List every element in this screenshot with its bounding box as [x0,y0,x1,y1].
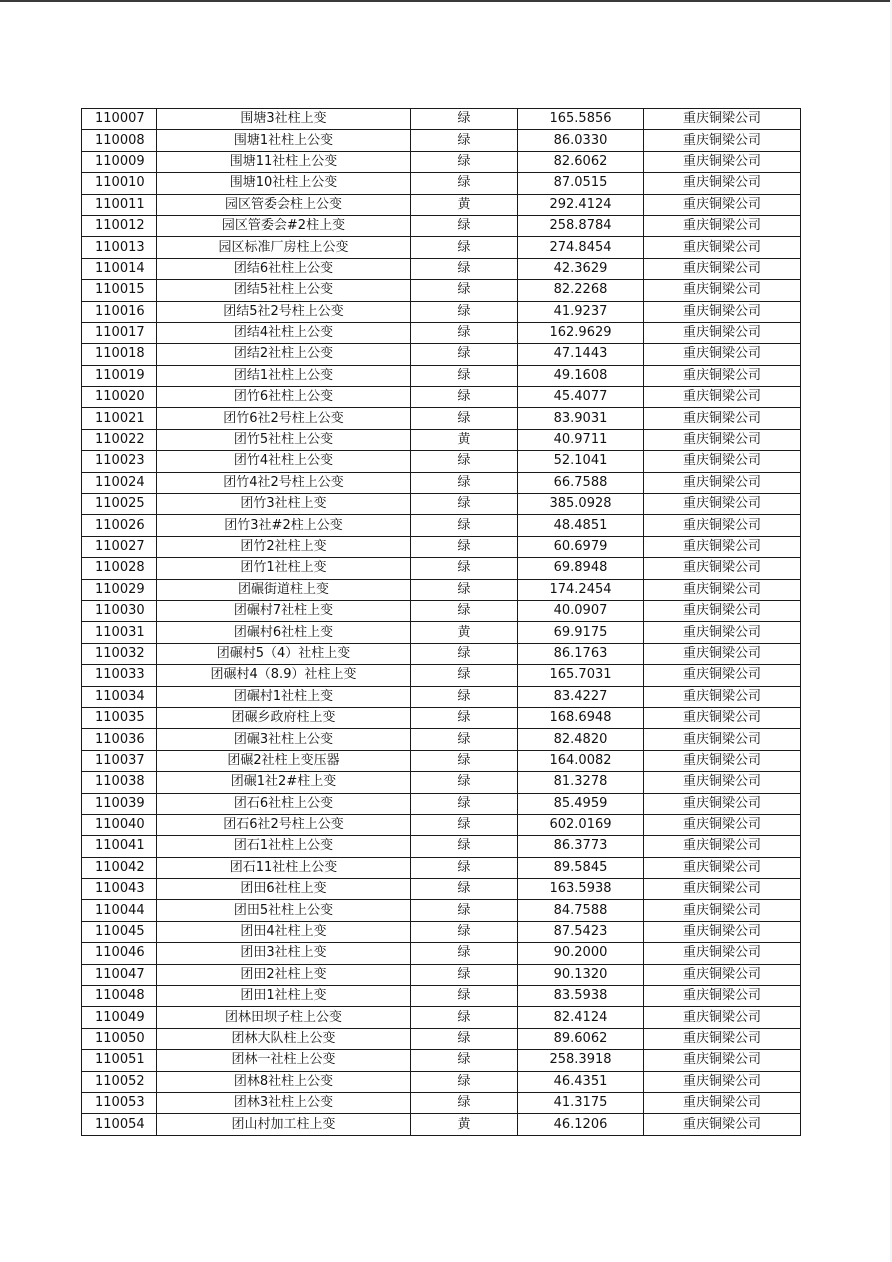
cell-name: 团石11社柱上公变 [157,857,411,878]
cell-status: 绿 [411,515,518,536]
cell-id: 110032 [82,643,157,664]
cell-company: 重庆铜梁公司 [644,215,801,236]
cell-id: 110018 [82,344,157,365]
cell-value: 45.4077 [518,387,644,408]
cell-id: 110045 [82,921,157,942]
cell-id: 110030 [82,600,157,621]
cell-value: 41.3175 [518,1092,644,1113]
cell-value: 90.2000 [518,943,644,964]
cell-value: 82.2268 [518,280,644,301]
cell-status: 绿 [411,900,518,921]
cell-status: 绿 [411,921,518,942]
cell-name: 团竹2社柱上变 [157,536,411,557]
cell-value: 164.0082 [518,750,644,771]
cell-name: 团碾村6社柱上变 [157,622,411,643]
cell-company: 重庆铜梁公司 [644,365,801,386]
cell-id: 110013 [82,237,157,258]
table-row [82,1050,801,1071]
table-row [82,130,801,151]
cell-status: 黄 [411,194,518,215]
cell-id: 110039 [82,793,157,814]
table-row [82,943,801,964]
table-row [82,729,801,750]
table-row [82,365,801,386]
cell-company: 重庆铜梁公司 [644,921,801,942]
cell-name: 团结6社柱上公变 [157,258,411,279]
cell-name: 团石1社柱上公变 [157,836,411,857]
cell-name: 园区管委会#2柱上变 [157,215,411,236]
cell-name: 团碾村7社柱上变 [157,600,411,621]
cell-company: 重庆铜梁公司 [644,472,801,493]
cell-status: 绿 [411,943,518,964]
cell-status: 绿 [411,600,518,621]
cell-id: 110040 [82,814,157,835]
cell-id: 110021 [82,408,157,429]
table-row [82,515,801,536]
cell-status: 绿 [411,793,518,814]
cell-name: 团碾村1社柱上变 [157,686,411,707]
cell-value: 168.6948 [518,707,644,728]
cell-id: 110007 [82,109,157,130]
table-row [82,1071,801,1092]
cell-value: 40.9711 [518,429,644,450]
cell-company: 重庆铜梁公司 [644,429,801,450]
cell-value: 292.4124 [518,194,644,215]
cell-company: 重庆铜梁公司 [644,814,801,835]
cell-value: 46.1206 [518,1114,644,1135]
cell-value: 69.9175 [518,622,644,643]
cell-company: 重庆铜梁公司 [644,793,801,814]
table-row [82,921,801,942]
cell-name: 团竹1社柱上变 [157,558,411,579]
cell-id: 110025 [82,494,157,515]
cell-value: 66.7588 [518,472,644,493]
table-row [82,964,801,985]
cell-status: 黄 [411,1114,518,1135]
cell-value: 48.4851 [518,515,644,536]
cell-status: 绿 [411,408,518,429]
cell-status: 绿 [411,258,518,279]
cell-value: 83.5938 [518,986,644,1007]
cell-id: 110037 [82,750,157,771]
cell-name: 团竹4社2号柱上公变 [157,472,411,493]
cell-value: 162.9629 [518,322,644,343]
cell-status: 绿 [411,879,518,900]
cell-name: 团碾2社柱上变压器 [157,750,411,771]
cell-value: 42.3629 [518,258,644,279]
cell-id: 110041 [82,836,157,857]
cell-id: 110046 [82,943,157,964]
cell-name: 团结5社柱上公变 [157,280,411,301]
table-row [82,536,801,557]
cell-status: 绿 [411,237,518,258]
cell-id: 110012 [82,215,157,236]
cell-status: 绿 [411,643,518,664]
cell-company: 重庆铜梁公司 [644,451,801,472]
table-row [82,772,801,793]
cell-company: 重庆铜梁公司 [644,1028,801,1049]
cell-id: 110020 [82,387,157,408]
cell-value: 85.4959 [518,793,644,814]
cell-id: 110008 [82,130,157,151]
cell-id: 110027 [82,536,157,557]
cell-value: 81.3278 [518,772,644,793]
cell-status: 绿 [411,1028,518,1049]
cell-company: 重庆铜梁公司 [644,322,801,343]
cell-status: 黄 [411,622,518,643]
cell-name: 团田5社柱上公变 [157,900,411,921]
cell-id: 110019 [82,365,157,386]
table-row [82,857,801,878]
cell-name: 团竹6社2号柱上公变 [157,408,411,429]
table-row [82,258,801,279]
cell-name: 团碾村5（4）社柱上变 [157,643,411,664]
table-row [82,1028,801,1049]
cell-name: 团竹4社柱上公变 [157,451,411,472]
cell-company: 重庆铜梁公司 [644,600,801,621]
cell-company: 重庆铜梁公司 [644,943,801,964]
cell-company: 重庆铜梁公司 [644,130,801,151]
cell-name: 团田2社柱上变 [157,964,411,985]
table-row [82,322,801,343]
cell-company: 重庆铜梁公司 [644,536,801,557]
cell-name: 园区标准厂房柱上公变 [157,237,411,258]
cell-status: 绿 [411,365,518,386]
cell-id: 110011 [82,194,157,215]
table-row [82,344,801,365]
table-row [82,707,801,728]
cell-company: 重庆铜梁公司 [644,237,801,258]
transformer-table [81,108,801,1136]
cell-status: 绿 [411,109,518,130]
cell-value: 163.5938 [518,879,644,900]
cell-status: 绿 [411,301,518,322]
cell-company: 重庆铜梁公司 [644,836,801,857]
cell-status: 绿 [411,986,518,1007]
table-row [82,665,801,686]
cell-company: 重庆铜梁公司 [644,622,801,643]
cell-status: 绿 [411,215,518,236]
cell-name: 围塘10社柱上公变 [157,173,411,194]
cell-name: 团碾乡政府柱上变 [157,707,411,728]
cell-company: 重庆铜梁公司 [644,344,801,365]
cell-id: 110035 [82,707,157,728]
cell-company: 重庆铜梁公司 [644,686,801,707]
cell-name: 团林一社柱上公变 [157,1050,411,1071]
cell-company: 重庆铜梁公司 [644,515,801,536]
cell-status: 绿 [411,579,518,600]
cell-id: 110048 [82,986,157,1007]
cell-company: 重庆铜梁公司 [644,857,801,878]
page-top-border [0,0,892,2]
table-row [82,750,801,771]
cell-id: 110017 [82,322,157,343]
cell-id: 110024 [82,472,157,493]
table-row [82,109,801,130]
cell-status: 绿 [411,472,518,493]
cell-status: 绿 [411,451,518,472]
cell-status: 绿 [411,750,518,771]
cell-status: 绿 [411,686,518,707]
cell-value: 602.0169 [518,814,644,835]
cell-value: 87.5423 [518,921,644,942]
table-row [82,494,801,515]
cell-value: 258.8784 [518,215,644,236]
cell-value: 40.0907 [518,600,644,621]
cell-id: 110028 [82,558,157,579]
table-row [82,151,801,172]
table-row [82,879,801,900]
cell-id: 110026 [82,515,157,536]
table-row [82,900,801,921]
table-row [82,387,801,408]
cell-company: 重庆铜梁公司 [644,173,801,194]
cell-id: 110010 [82,173,157,194]
cell-name: 团石6社柱上公变 [157,793,411,814]
table-row [82,600,801,621]
cell-status: 绿 [411,558,518,579]
cell-company: 重庆铜梁公司 [644,558,801,579]
cell-name: 围塘3社柱上变 [157,109,411,130]
cell-status: 绿 [411,173,518,194]
cell-company: 重庆铜梁公司 [644,879,801,900]
cell-value: 83.9031 [518,408,644,429]
cell-company: 重庆铜梁公司 [644,900,801,921]
cell-name: 团竹3社柱上变 [157,494,411,515]
cell-value: 90.1320 [518,964,644,985]
cell-id: 110047 [82,964,157,985]
table-row [82,173,801,194]
cell-company: 重庆铜梁公司 [644,1092,801,1113]
table-row [82,451,801,472]
cell-company: 重庆铜梁公司 [644,387,801,408]
cell-status: 绿 [411,665,518,686]
cell-name: 团竹5社柱上公变 [157,429,411,450]
cell-company: 重庆铜梁公司 [644,707,801,728]
table-row [82,280,801,301]
cell-status: 绿 [411,494,518,515]
cell-id: 110051 [82,1050,157,1071]
cell-value: 41.9237 [518,301,644,322]
table-row [82,1007,801,1028]
cell-name: 团结4社柱上公变 [157,322,411,343]
cell-status: 绿 [411,857,518,878]
cell-value: 274.8454 [518,237,644,258]
table-row [82,1092,801,1113]
cell-status: 绿 [411,151,518,172]
cell-id: 110033 [82,665,157,686]
cell-name: 团田3社柱上变 [157,943,411,964]
cell-company: 重庆铜梁公司 [644,408,801,429]
cell-company: 重庆铜梁公司 [644,1007,801,1028]
cell-company: 重庆铜梁公司 [644,579,801,600]
cell-status: 绿 [411,387,518,408]
cell-value: 52.1041 [518,451,644,472]
table-row [82,301,801,322]
table-row [82,686,801,707]
table-row [82,986,801,1007]
cell-id: 110038 [82,772,157,793]
table-row [82,429,801,450]
cell-status: 绿 [411,1092,518,1113]
cell-company: 重庆铜梁公司 [644,151,801,172]
cell-name: 团山村加工柱上变 [157,1114,411,1135]
cell-id: 110022 [82,429,157,450]
table-row [82,558,801,579]
cell-status: 绿 [411,772,518,793]
cell-company: 重庆铜梁公司 [644,772,801,793]
cell-id: 110029 [82,579,157,600]
cell-id: 110031 [82,622,157,643]
cell-company: 重庆铜梁公司 [644,301,801,322]
cell-name: 团碾村4（8.9）社柱上变 [157,665,411,686]
cell-name: 团林8社柱上公变 [157,1071,411,1092]
cell-id: 110054 [82,1114,157,1135]
cell-id: 110034 [82,686,157,707]
cell-value: 84.7588 [518,900,644,921]
table-row [82,814,801,835]
cell-name: 团林大队柱上公变 [157,1028,411,1049]
cell-name: 团碾街道柱上变 [157,579,411,600]
cell-name: 团竹3社#2柱上公变 [157,515,411,536]
cell-value: 46.4351 [518,1071,644,1092]
cell-name: 围塘1社柱上公变 [157,130,411,151]
cell-value: 258.3918 [518,1050,644,1071]
table-row [82,836,801,857]
cell-company: 重庆铜梁公司 [644,1050,801,1071]
cell-value: 165.5856 [518,109,644,130]
cell-company: 重庆铜梁公司 [644,1071,801,1092]
cell-status: 绿 [411,1071,518,1092]
cell-name: 团碾3社柱上公变 [157,729,411,750]
cell-id: 110042 [82,857,157,878]
cell-company: 重庆铜梁公司 [644,258,801,279]
cell-value: 49.1608 [518,365,644,386]
cell-status: 绿 [411,814,518,835]
cell-company: 重庆铜梁公司 [644,109,801,130]
cell-company: 重庆铜梁公司 [644,194,801,215]
cell-status: 绿 [411,964,518,985]
cell-status: 黄 [411,429,518,450]
cell-name: 团竹6社柱上公变 [157,387,411,408]
cell-id: 110014 [82,258,157,279]
cell-company: 重庆铜梁公司 [644,964,801,985]
cell-id: 110050 [82,1028,157,1049]
cell-id: 110049 [82,1007,157,1028]
cell-value: 385.0928 [518,494,644,515]
table-row [82,215,801,236]
cell-name: 团结1社柱上公变 [157,365,411,386]
cell-status: 绿 [411,707,518,728]
cell-company: 重庆铜梁公司 [644,1114,801,1135]
cell-id: 110015 [82,280,157,301]
cell-status: 绿 [411,322,518,343]
cell-value: 60.6979 [518,536,644,557]
table-row [82,643,801,664]
cell-id: 110036 [82,729,157,750]
table-row [82,793,801,814]
cell-name: 团石6社2号柱上公变 [157,814,411,835]
cell-status: 绿 [411,280,518,301]
cell-status: 绿 [411,344,518,365]
cell-name: 团林田坝子柱上公变 [157,1007,411,1028]
cell-name: 团结2社柱上公变 [157,344,411,365]
cell-value: 82.6062 [518,151,644,172]
table-row [82,579,801,600]
cell-value: 87.0515 [518,173,644,194]
cell-company: 重庆铜梁公司 [644,665,801,686]
cell-company: 重庆铜梁公司 [644,729,801,750]
table-row [82,472,801,493]
cell-id: 110053 [82,1092,157,1113]
table-row [82,622,801,643]
cell-name: 园区管委会柱上公变 [157,194,411,215]
table-row [82,408,801,429]
cell-company: 重庆铜梁公司 [644,494,801,515]
cell-status: 绿 [411,130,518,151]
cell-name: 团碾1社2#柱上变 [157,772,411,793]
cell-company: 重庆铜梁公司 [644,750,801,771]
cell-id: 110023 [82,451,157,472]
cell-status: 绿 [411,536,518,557]
table-row [82,237,801,258]
table-body [82,109,801,1136]
cell-value: 86.0330 [518,130,644,151]
cell-name: 团田6社柱上变 [157,879,411,900]
cell-value: 83.4227 [518,686,644,707]
cell-id: 110052 [82,1071,157,1092]
cell-id: 110044 [82,900,157,921]
cell-company: 重庆铜梁公司 [644,986,801,1007]
cell-status: 绿 [411,729,518,750]
cell-value: 86.3773 [518,836,644,857]
cell-name: 团田1社柱上变 [157,986,411,1007]
cell-id: 110043 [82,879,157,900]
cell-value: 69.8948 [518,558,644,579]
cell-status: 绿 [411,1050,518,1071]
cell-name: 围塘11社柱上公变 [157,151,411,172]
cell-id: 110009 [82,151,157,172]
cell-value: 89.5845 [518,857,644,878]
cell-value: 82.4124 [518,1007,644,1028]
cell-status: 绿 [411,836,518,857]
table-row [82,194,801,215]
cell-value: 86.1763 [518,643,644,664]
cell-status: 绿 [411,1007,518,1028]
cell-value: 165.7031 [518,665,644,686]
cell-company: 重庆铜梁公司 [644,643,801,664]
table-row [82,1114,801,1135]
cell-value: 174.2454 [518,579,644,600]
cell-name: 团结5社2号柱上公变 [157,301,411,322]
cell-name: 团田4社柱上变 [157,921,411,942]
cell-value: 82.4820 [518,729,644,750]
cell-value: 47.1443 [518,344,644,365]
cell-id: 110016 [82,301,157,322]
cell-company: 重庆铜梁公司 [644,280,801,301]
cell-value: 89.6062 [518,1028,644,1049]
cell-name: 团林3社柱上公变 [157,1092,411,1113]
